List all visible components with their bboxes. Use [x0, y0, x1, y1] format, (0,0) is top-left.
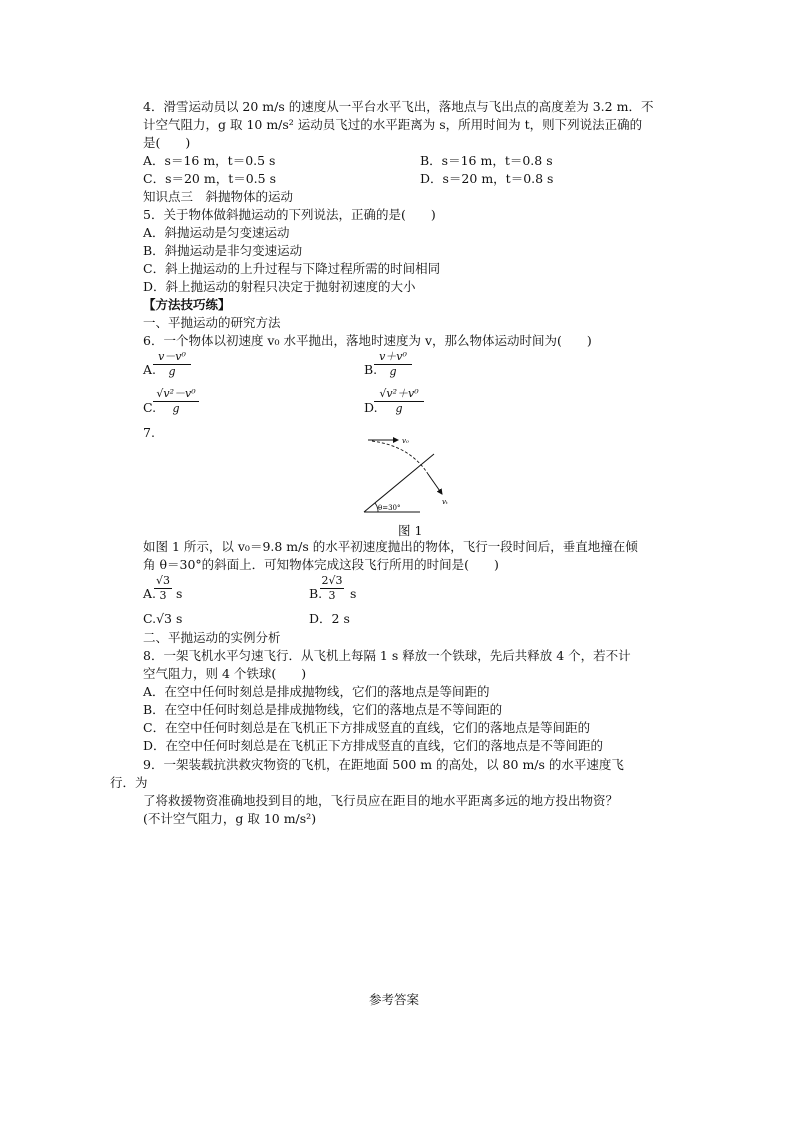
- q7-option-a-numerator: √3: [155, 574, 170, 587]
- q6-option-d-denominator: g: [395, 402, 403, 415]
- q7-option-d: D．2 s: [309, 611, 350, 626]
- q6-option-a-denominator: g: [168, 365, 176, 378]
- q4-option-a: A．s＝16 m，t＝0.5 s: [143, 153, 276, 168]
- vt-arrow: [428, 474, 442, 494]
- q6-option-b-numerator: v＋v⁰: [379, 350, 407, 363]
- vt-label: vₜ: [442, 498, 448, 506]
- q6-option-c-label: C.: [143, 400, 157, 415]
- q9-line3: (不计空气阻力，g 取 10 m/s²): [143, 811, 317, 826]
- q7-option-a-fraction: [154, 575, 172, 602]
- subsection2-title: 二、平抛运动的实例分析: [143, 630, 281, 645]
- q6-option-d-fraction: [374, 388, 424, 415]
- q7-option-a-label: A.: [143, 586, 157, 601]
- q4-option-b: B．s＝16 m，t＝0.8 s: [420, 153, 553, 168]
- angle-label: θ=30°: [378, 504, 401, 512]
- q7-option-c: C.√3 s: [143, 611, 183, 626]
- q5-option-c: C．斜上抛运动的上升过程与下降过程所需的时间相同: [143, 261, 441, 276]
- q5-option-a: A．斜抛运动是匀变速运动: [143, 225, 290, 240]
- q7-option-a-denominator: 3: [159, 589, 167, 602]
- q8-option-c: C．在空中任何时刻总是在飞机正下方排成竖直的直线，它们的落地点是等间距的: [143, 720, 591, 735]
- q7-line2: 角 θ＝30°的斜面上．可知物体完成这段飞行所用的时间是( ): [143, 557, 499, 572]
- q7-line1: 如图 1 所示，以 v₀＝9.8 m/s 的水平初速度抛出的物体，飞行一段时间后，垂直地撞在倾: [143, 539, 638, 554]
- q9-line1-continued: 行．为: [110, 775, 148, 790]
- q7-option-b-numerator: 2√3: [321, 574, 343, 587]
- answers-title: 参考答案: [369, 992, 420, 1007]
- q4-line3: 是( ): [143, 135, 191, 150]
- q9-line1: 9．一架装载抗洪救灾物资的飞机，在距地面 500 m 的高处，以 80 m/s 的水平速度飞: [143, 757, 624, 772]
- q4-line2: 计空气阻力，g 取 10 m/s² 运动员飞过的水平距离为 s，所用时间为 t，则下列说法正确的: [143, 117, 643, 132]
- q7-option-b-fraction: [320, 575, 344, 602]
- q5-option-b: B．斜抛运动是非匀变速运动: [143, 243, 303, 258]
- q5-stem: 5．关于物体做斜抛运动的下列说法，正确的是( ): [143, 207, 436, 222]
- q4-option-d: D．s＝20 m，t＝0.8 s: [420, 171, 554, 186]
- q5-option-d: D．斜上抛运动的射程只决定于抛射初速度的大小: [143, 279, 416, 294]
- q6-option-a-numerator: v－v⁰: [158, 350, 186, 363]
- q6-option-d-numerator: √v²＋v⁰: [379, 387, 419, 400]
- v0-label: v₀: [402, 437, 409, 445]
- q4-line1: 4．滑雪运动员以 20 m/s 的速度从一平台水平飞出，落地点与飞出点的高度差为 3.2 m．不: [143, 99, 654, 114]
- q6-stem: 6．一个物体以初速度 v₀ 水平抛出，落地时速度为 v，那么物体运动时间为( ): [143, 333, 592, 348]
- q6-option-b-label: B.: [364, 362, 378, 377]
- q7-option-a-unit: s: [176, 586, 183, 601]
- q8-option-b: B．在空中任何时刻总是排成抛物线，它们的落地点是不等间距的: [143, 702, 503, 717]
- section3-title: 知识点三 斜抛物体的运动: [143, 189, 294, 204]
- q7-option-b-unit: s: [350, 586, 357, 601]
- q7-option-b-denominator: 3: [328, 589, 336, 602]
- q7-option-b-label: B.: [309, 586, 323, 601]
- q8-line1: 8．一架飞机水平匀速飞行．从飞机上每隔 1 s 释放一个铁球，先后共释放 4 个，若不计: [143, 648, 631, 663]
- q6-option-a-label: A.: [143, 362, 157, 377]
- projectile-incline-figure: [360, 432, 456, 518]
- q6-option-b-denominator: g: [389, 365, 397, 378]
- q6-option-a-fraction: [153, 351, 191, 378]
- q8-option-a: A．在空中任何时刻总是排成抛物线，它们的落地点是等间距的: [143, 684, 490, 699]
- subsection1-title: 一、平抛运动的研究方法: [143, 315, 281, 330]
- q9-line2: 了将救援物资准确地投到目的地，飞行员应在距目的地水平距离多远的地方投出物资？: [143, 793, 619, 808]
- q8-option-d: D．在空中任何时刻总是在飞机正下方排成竖直的直线，它们的落地点是不等间距的: [143, 738, 604, 753]
- q6-option-d-label: D.: [364, 400, 378, 415]
- q6-option-b-fraction: [374, 351, 412, 378]
- q4-option-c: C．s＝20 m，t＝0.5 s: [143, 171, 277, 186]
- q6-option-c-denominator: g: [172, 402, 180, 415]
- q8-line2: 空气阻力，则 4 个铁球( ): [143, 666, 307, 681]
- q6-option-c-fraction: [153, 388, 199, 415]
- figure-caption: 图 1: [398, 523, 423, 538]
- trajectory-curve: [372, 441, 428, 474]
- q7-number: 7.: [143, 425, 155, 440]
- q6-option-c-numerator: √v²－v⁰: [156, 387, 196, 400]
- method-title: 【方法技巧练】: [143, 297, 231, 312]
